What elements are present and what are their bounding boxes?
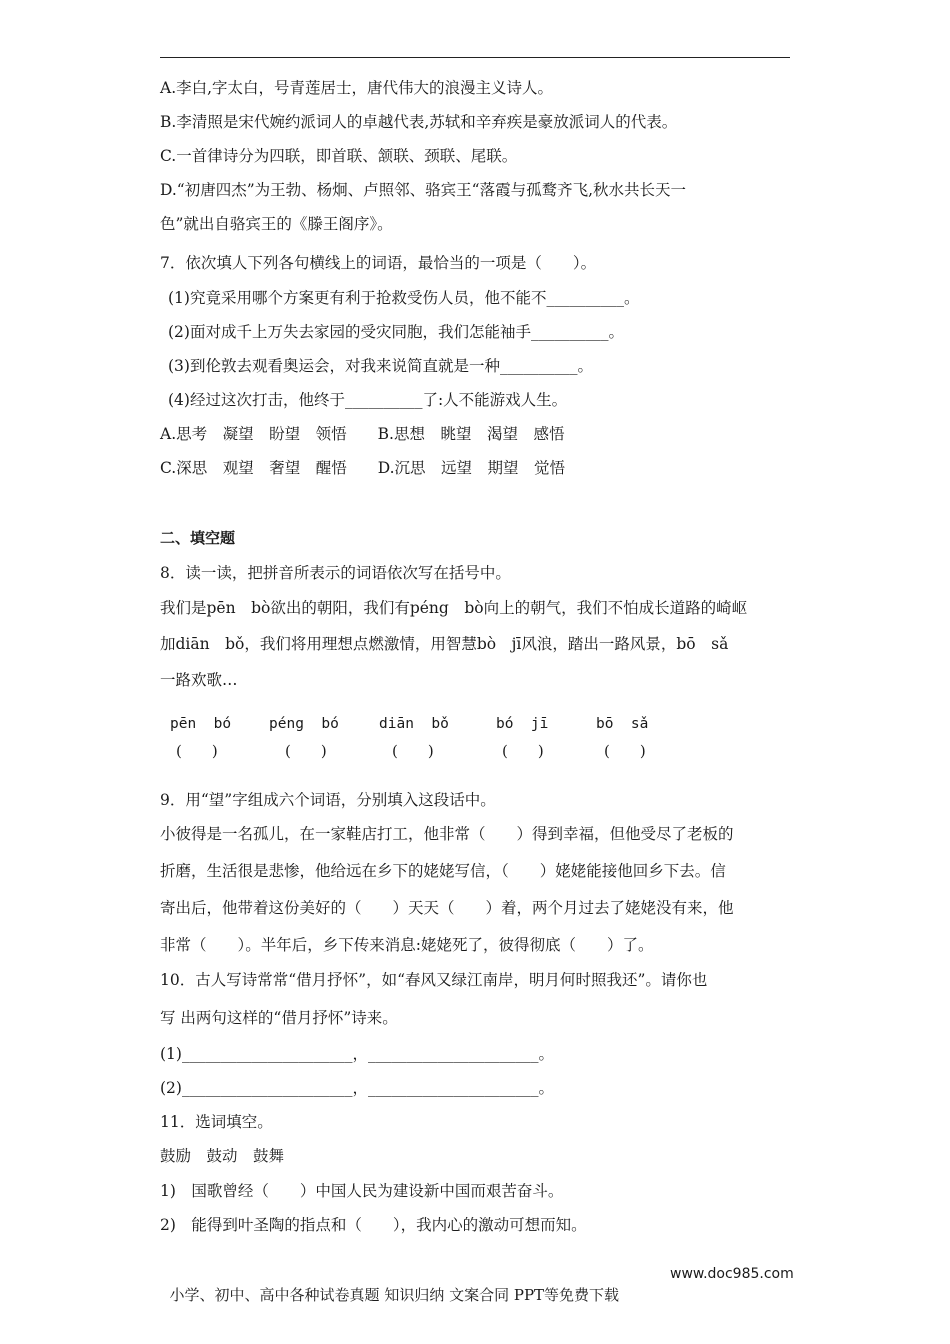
q9-paragraph-line4: 非常（ ）。半年后，乡下传来消息:姥姥死了，彼得彻底（ ）了。 [160,936,654,954]
pinyin-label: pēn bó [170,716,232,732]
section-title: 二、填空题 [160,529,236,547]
header-rule [160,57,790,58]
q11-stem: 11．选词填空。 [160,1113,273,1131]
q7-sentence-1: (1)究竟采用哪个方案更有利于抢救受伤人员，他不能不__________。 [168,289,640,307]
q9-stem: 9．用“望”字组成六个词语，分别填入这段话中。 [160,791,496,809]
answer-bracket: ( ) [604,742,646,760]
q10-answer-2: (2)______________________，______________________。 [160,1079,554,1097]
q9-paragraph-line2: 折磨，生活很是悲惨，他给远在乡下的姥姥写信，（ ）姥姥能接他回乡下去。信 [160,862,726,880]
answer-bracket: ( ) [176,742,218,760]
q7-sentence-4: (4)经过这次打击，他终于__________了:人不能游戏人生。 [168,391,568,409]
q10-stem-line2: 写 出两句这样的“借月抒怀”诗来。 [160,1009,398,1027]
q11-word-choices: 鼓励 鼓动 鼓舞 [160,1147,285,1165]
q7-options-cd: C.深思 观望 奢望 醒悟 D.沉思 远望 期望 觉悟 [160,459,566,477]
answer-bracket: ( ) [285,742,327,760]
pinyin-label: diān bǒ [379,716,449,732]
q7-options-ab: A.思考 凝望 盼望 领悟 B.思想 眺望 渴望 感悟 [160,425,565,443]
pinyin-label: péng bó [269,716,339,732]
q6-option-d-line2: 色”就出自骆宾王的《滕王阁序》。 [160,215,393,233]
q8-paragraph-line1: 我们是pēn bò欲出的朝阳，我们有péng bò向上的朝气，我们不怕成长道路的崎岖 [160,599,748,617]
q11-sentence-1: 1) 国歌曾经（ ）中国人民为建设新中国而艰苦奋斗。 [160,1182,564,1200]
q6-option-c: C.一首律诗分为四联，即首联、颔联、颈联、尾联。 [160,147,518,165]
q6-option-a: A.李白,字太白，号青莲居士，唐代伟大的浪漫主义诗人。 [160,79,554,97]
q8-paragraph-line3: 一路欢歌… [160,671,238,689]
q7-stem: 7．依次填人下列各句横线上的词语，最恰当的一项是（ ）。 [160,254,597,272]
q9-paragraph-line3: 寄出后，他带着这份美好的（ ）天天（ ）着，两个月过去了姥姥没有来，他 [160,899,734,917]
q6-option-b: B.李清照是宋代婉约派词人的卓越代表,苏轼和辛弃疾是豪放派词人的代表。 [160,113,678,131]
footer-banner [160,1266,794,1323]
footer-text: 小学、初中、高中各种试卷真题 知识归纳 文案合同 PPT等免费下载 [169,1286,620,1304]
q7-sentence-3: (3)到伦敦去观看奥运会，对我来说简直就是一种__________。 [168,357,593,375]
footer-url[interactable]: www.doc985.com [670,1266,794,1282]
q10-answer-1: (1)______________________，______________________。 [160,1045,554,1063]
q8-stem: 8．读一读，把拼音所表示的词语依次写在括号中。 [160,564,511,582]
pinyin-label: bó jī [496,716,549,732]
answer-bracket: ( ) [502,742,544,760]
answer-bracket: ( ) [392,742,434,760]
pinyin-label: bō sǎ [596,716,649,732]
q11-sentence-2: 2) 能得到叶圣陶的指点和（ ），我内心的激动可想而知。 [160,1216,587,1234]
q8-paragraph-line2: 加diān bǒ，我们将用理想点燃激情，用智慧bò jī风浪，踏出一路风景，bō sǎ [160,635,729,653]
q7-sentence-2: (2)面对成千上万失去家园的受灾同胞，我们怎能袖手__________。 [168,323,624,341]
q6-option-d-line1: D.“初唐四杰”为王勃、杨炯、卢照邻、骆宾王“落霞与孤鹜齐飞,秋水共长天一 [160,181,687,199]
q9-paragraph-line1: 小彼得是一名孤儿，在一家鞋店打工，他非常（ ）得到幸福，但他受尽了老板的 [160,825,734,843]
q10-stem-line1: 10．古人写诗常常“借月抒怀”，如“春风又绿江南岸，明月何时照我还”。请你也 [160,971,708,989]
